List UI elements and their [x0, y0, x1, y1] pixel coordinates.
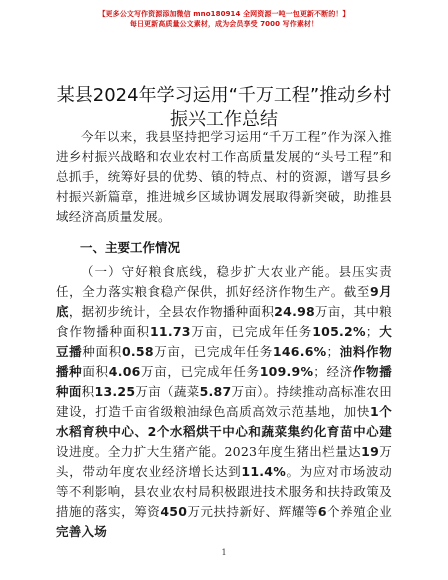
body-text: ；: [365, 324, 379, 339]
body-text: 万亩）。持续推动高标准农田建设，打造千亩省级粮油绿色高质高效示范基地，加快: [56, 384, 392, 419]
body-text: 。为应对市场波动等不利影响，县农业农村局积极跟进技术服务和扶持政策及措施的落实，筹资: [56, 464, 392, 519]
body-text: 种面积: [82, 344, 122, 359]
body-text: 积: [81, 384, 95, 399]
body-text: 万亩，已完成年任务: [140, 364, 260, 379]
promo-banner: [0, 9, 448, 29]
emphasis-text: 0.58: [121, 344, 154, 359]
body-text: ；经济: [313, 364, 353, 379]
body-text: 个养殖企业: [326, 504, 392, 519]
emphasis-text: 109.9%: [259, 364, 314, 379]
promo-banner-line-2: 每日更新高质量公文素材，成为会员享受 7000 写作素材！: [129, 20, 319, 28]
emphasis-text: 11.73: [149, 324, 191, 339]
section-1-paragraph: [56, 262, 392, 542]
emphasis-text: 11.4%: [241, 464, 287, 479]
document-title: 某县2024年学习运用“千万工程”推动乡村振兴工作总结: [56, 85, 392, 130]
emphasis-text: 1个水稻育秧中心、2个水稻烘干中心和蔬菜集约化育苗中心建: [56, 404, 392, 439]
body-text: （一）守好粮食底线，稳步扩大农业产能。县压实责任，全力落实粮食稳产保供，抓好经济作物生产。截至: [56, 264, 392, 299]
emphasis-text: 4.06: [108, 364, 141, 379]
emphasis-text: 作物播种面: [56, 364, 392, 399]
emphasis-text: 450: [160, 504, 188, 519]
emphasis-text: 油料作物播种: [56, 344, 392, 379]
section-heading: 一、主要工作情况: [80, 240, 181, 255]
body-text: 万亩，已完成年任务: [190, 324, 313, 339]
promo-banner-line-1: 【更多公文写作资源添加微信 mno180914 全网资源一吨一包更新不断的！】: [98, 10, 350, 18]
emphasis-text: 完善入场: [56, 524, 108, 539]
body-text: 万亩，其中粮食作物播种面积: [56, 304, 392, 339]
emphasis-text: 大豆播: [56, 324, 392, 359]
body-text: 万亩（蔬菜: [135, 384, 200, 399]
body-text: 设进度。全力扩大生猪产能。2023年度生猪出栏量达: [56, 444, 362, 459]
body-text: 万亩，已完成年任务: [153, 344, 273, 359]
emphasis-text: 9月底: [56, 284, 392, 319]
emphasis-text: 6: [317, 504, 327, 519]
body-text: 万元扶持新好、辉耀等: [187, 504, 318, 519]
emphasis-text: 5.87: [199, 384, 232, 399]
emphasis-text: 105.2%: [312, 324, 366, 339]
intro-paragraph: 今年以来，我县坚持把学习运用“千万工程”作为深入推进乡村振兴战略和农业农村工作高质量发展的“头号工程”和总抓手，统筹好县的优势、镇的特点、村的资源，谱写县乡村振兴新篇章，推进城乡区域协调发展取得新突破，助推县域经济高质量发展。: [56, 129, 392, 224]
emphasis-text: 19: [361, 444, 380, 459]
body-text: ，据初步统计，全县农作物播种面积: [68, 304, 275, 319]
emphasis-text: 146.6%: [272, 344, 327, 359]
emphasis-text: 24.98: [274, 304, 315, 319]
emphasis-text: 13.25: [94, 384, 136, 399]
body-text: ；: [326, 344, 340, 359]
body-text: 万头，带动年度农业经济增长达到: [56, 444, 392, 479]
page-number: 1: [221, 548, 227, 557]
body-text: 面积: [82, 364, 109, 379]
